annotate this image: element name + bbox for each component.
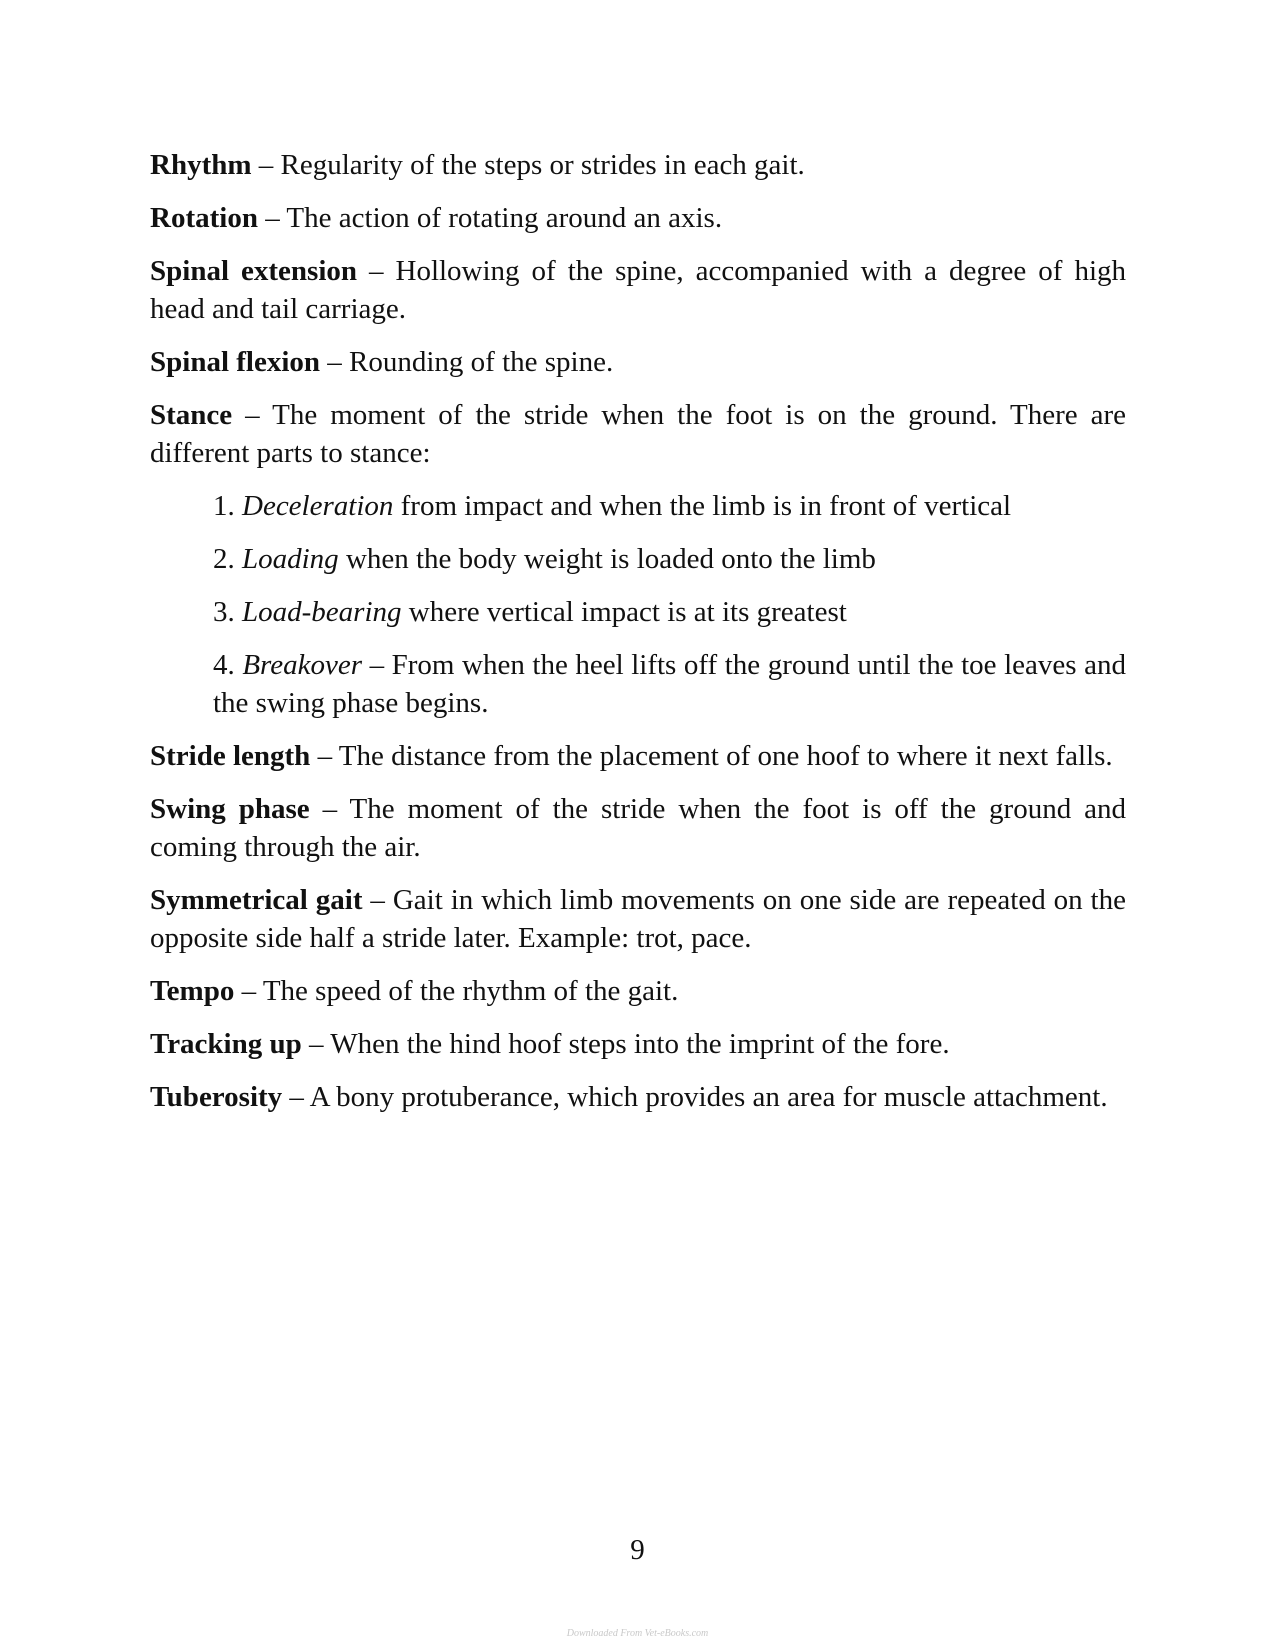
glossary-entry-tempo <box>150 972 1126 1010</box>
list-text: when the body weight is loaded onto the limb <box>338 543 876 575</box>
glossary-term: Stance <box>150 399 233 431</box>
glossary-entry-tuberosity <box>150 1078 1126 1116</box>
glossary-entry-rotation <box>150 199 1126 237</box>
glossary-term: Spinal flexion <box>150 346 321 378</box>
glossary-definition: – When the hind hoof steps into the imprint of the fore. <box>301 1028 950 1060</box>
glossary-definition: – The moment of the stride when the foot is off the ground and coming through the air. <box>150 793 1127 863</box>
glossary-definition: – The speed of the rhythm of the gait. <box>234 975 679 1007</box>
stance-list-item-4 <box>213 646 1126 722</box>
glossary-entry-spinal-flexion <box>150 343 1126 381</box>
list-lead-term: Breakover <box>242 649 363 681</box>
glossary-definition: – A bony protuberance, which provides an area for muscle attachment. <box>282 1081 1108 1113</box>
glossary-definition: – The action of rotating around an axis. <box>257 202 723 234</box>
glossary-definition: – The distance from the placement of one hoof to where it next falls. <box>310 740 1113 772</box>
list-text: where vertical impact is at its greatest <box>401 596 847 628</box>
glossary-entry-rhythm <box>150 146 1126 184</box>
glossary-definition: – Rounding of the spine. <box>320 346 614 378</box>
glossary-term: Swing phase <box>150 793 310 825</box>
glossary-term: Tuberosity <box>150 1081 283 1113</box>
glossary-definition: – Regularity of the steps or strides in each gait. <box>251 149 805 181</box>
page-number: 9 <box>630 1534 645 1566</box>
list-lead-term: Loading <box>242 543 339 575</box>
list-text: – From when the heel lifts off the ground until the toe leaves and the swing phase begins. <box>213 649 1126 719</box>
glossary-term: Spinal extension <box>150 255 357 287</box>
glossary-entry-tracking-up <box>150 1025 1126 1063</box>
glossary-term: Tempo <box>150 975 235 1007</box>
stance-list-item-1 <box>213 487 1126 525</box>
glossary-definition: – Hollowing of the spine, accompanied with a degree of high head and tail carriage. <box>150 255 1126 325</box>
list-number: 2. <box>213 543 242 575</box>
glossary-definition: – The moment of the stride when the foot is on the ground. There are different parts to stance: <box>150 399 1126 469</box>
glossary-content <box>150 146 1126 1131</box>
glossary-term: Symmetrical gait <box>150 884 363 916</box>
glossary-term: Stride length <box>150 740 311 772</box>
glossary-entry-swing-phase <box>150 790 1126 866</box>
glossary-term: Rotation <box>150 202 258 234</box>
list-lead-term: Deceleration <box>242 490 394 522</box>
list-number: 1. <box>213 490 242 522</box>
glossary-definition: – Gait in which limb movements on one side are repeated on the opposite side half a stride later. Example: trot, pace. <box>150 884 1126 954</box>
glossary-entry-stride-length <box>150 737 1126 775</box>
watermark: Downloaded From Vet-eBooks.com <box>566 1628 709 1639</box>
list-text: from impact and when the limb is in front of vertical <box>393 490 1012 522</box>
list-lead-term: Load-bearing <box>242 596 402 628</box>
stance-list-item-3 <box>213 593 1126 631</box>
glossary-entry-stance <box>150 396 1126 472</box>
list-number: 4. <box>213 649 243 681</box>
glossary-term: Rhythm <box>150 149 252 181</box>
glossary-term: Tracking up <box>150 1028 302 1060</box>
list-number: 3. <box>213 596 242 628</box>
stance-list-item-2 <box>213 540 1126 578</box>
glossary-entry-spinal-extension <box>150 252 1126 328</box>
glossary-entry-symmetrical-gait <box>150 881 1126 957</box>
